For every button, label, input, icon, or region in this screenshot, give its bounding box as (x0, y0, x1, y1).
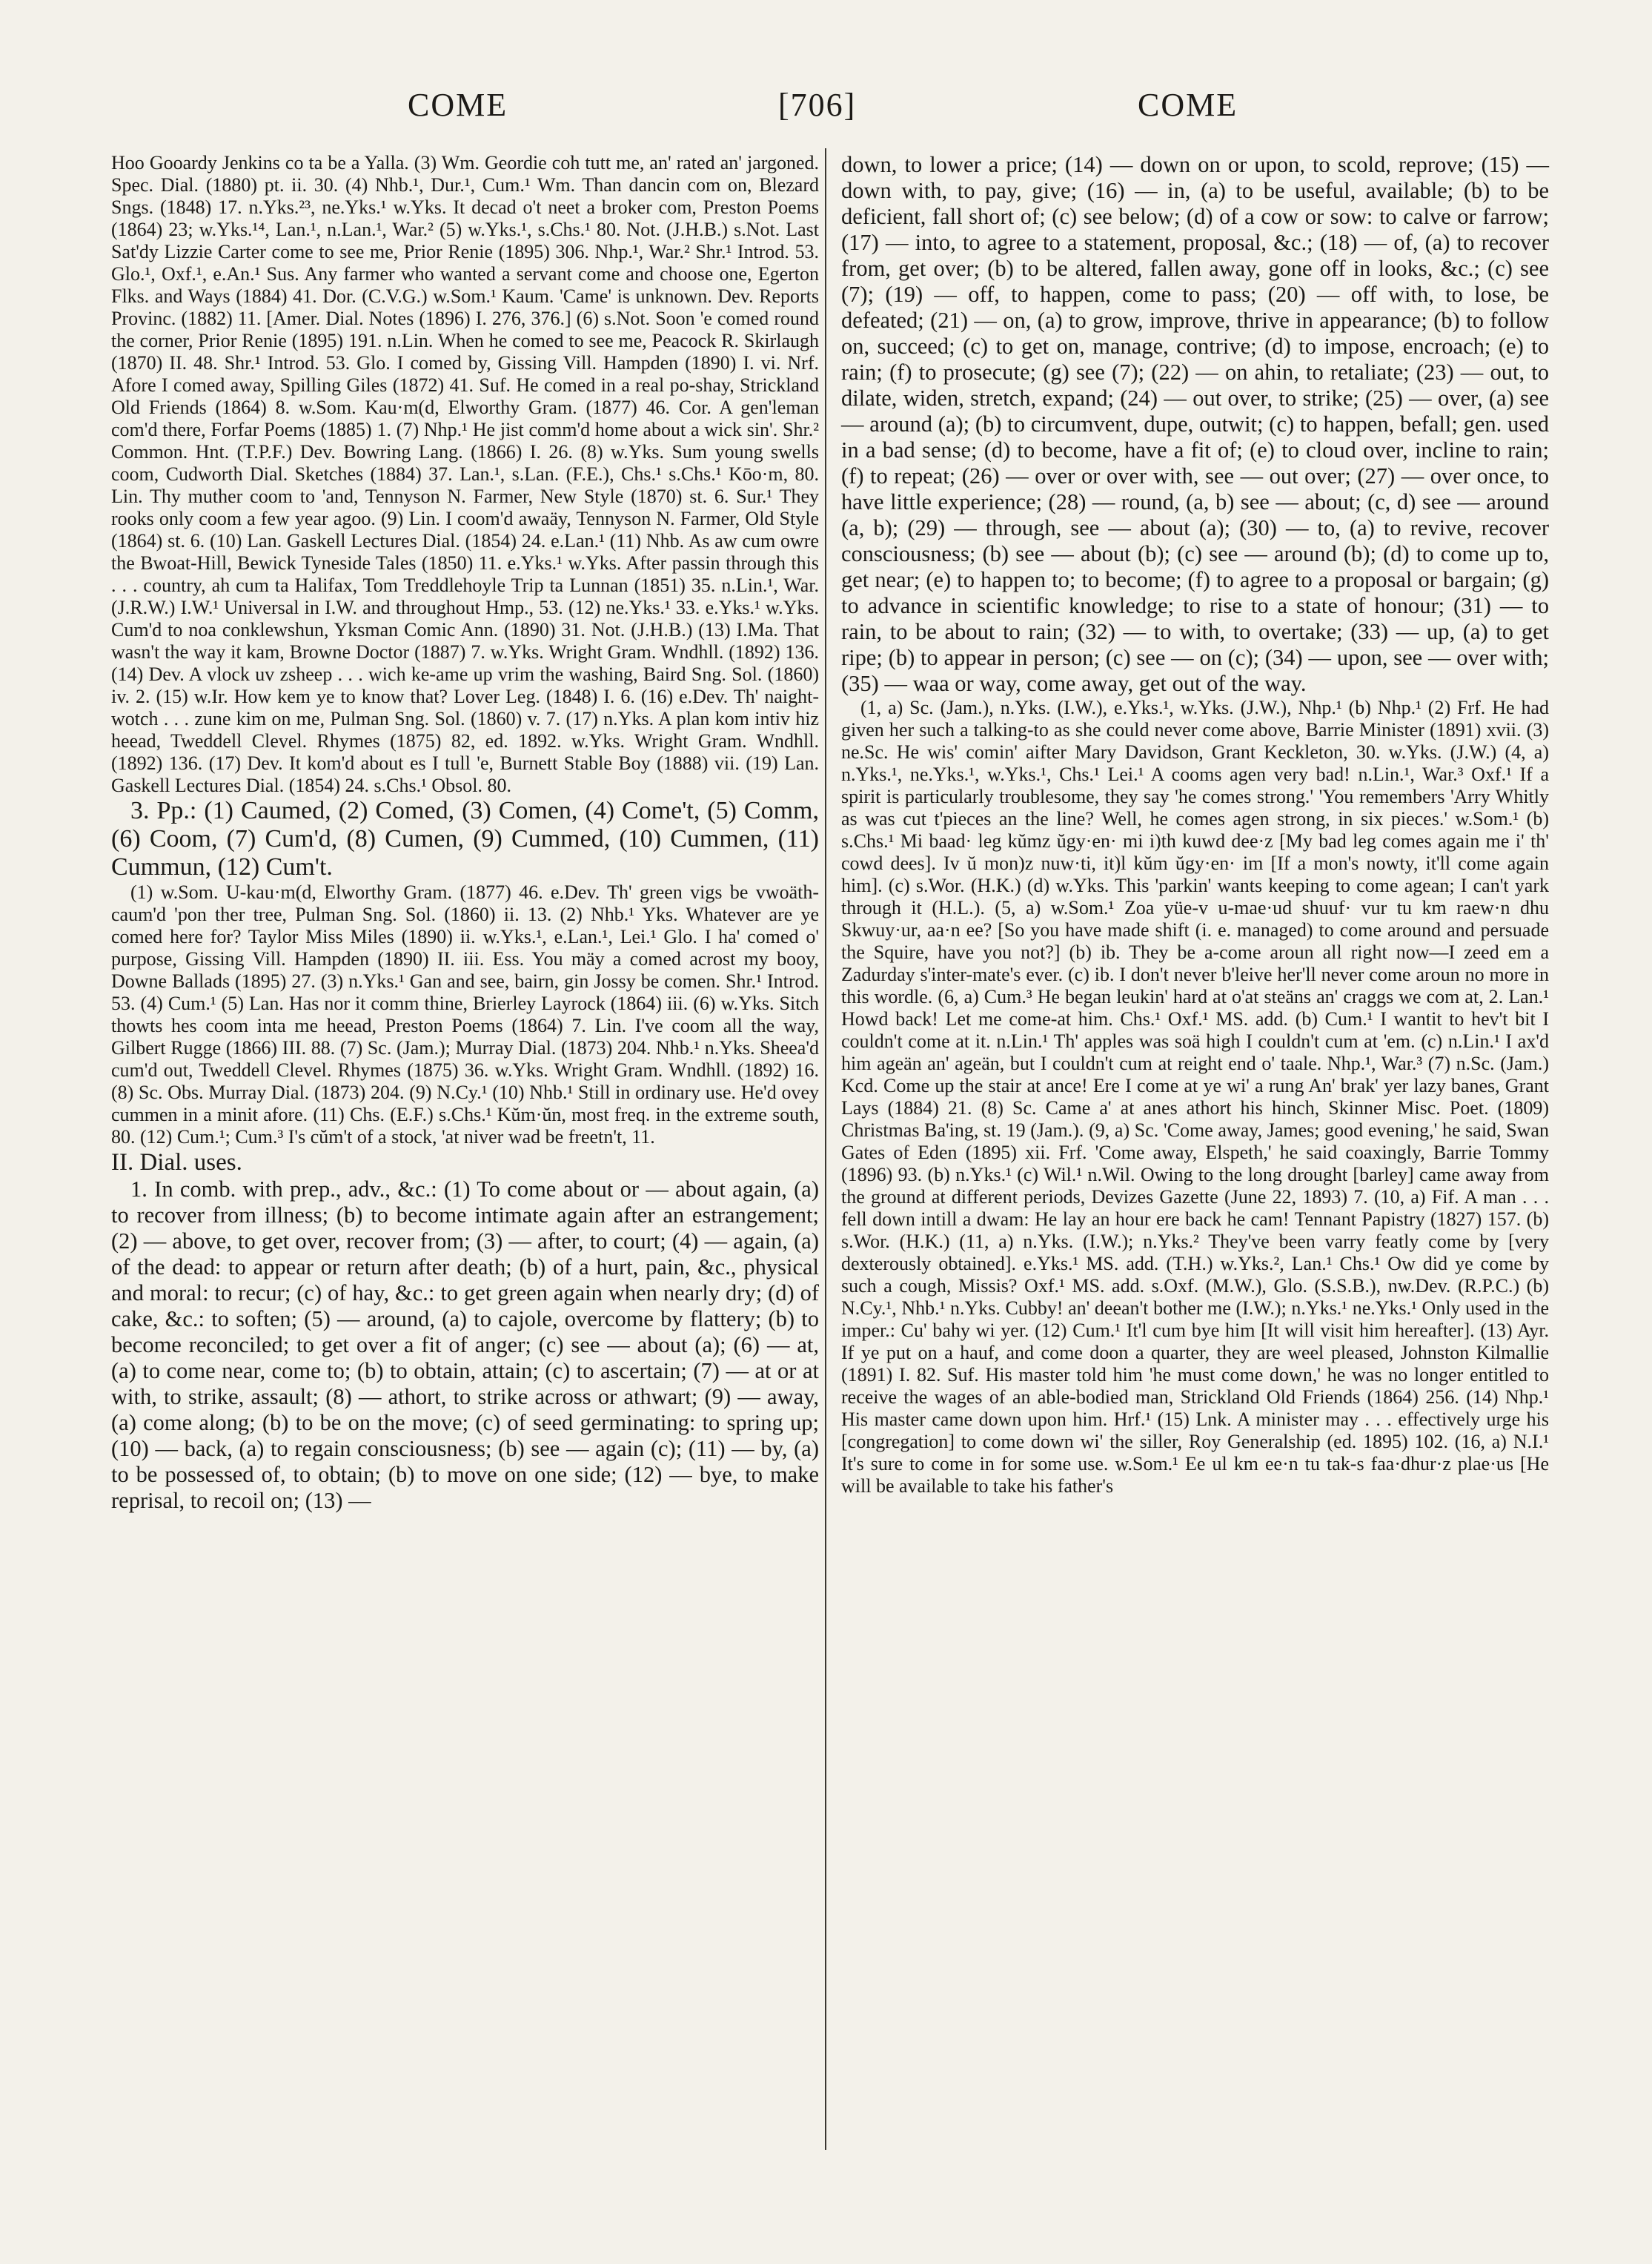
entry-text-block: Hoo Gooardy Jenkins co ta be a Yalla. (3) Wm. Geordie coh tutt me, an' rated an' jargoned. Spec. Dial. (1880) pt. ii. 30. (4) Nhb.¹, Dur.¹, Cum.¹ Wm. Than dancin com on, Blezard Sngs. (1848) 17. n.Yks.²³, ne.Yks.¹ w.Yks. It decad o't neet a broker com, Preston Poems (1864) 23; w.Yks.¹⁴, Lan.¹, n.Lan.¹, War.² (5) w.Yks.¹, s.Chs.¹ 80. Not. (J.H.B.) s.Not. Last Sat'dy Lizzie Carter come to see me, Prior Renie (1895) 306. Nhp.¹, War.² Shr.¹ Introd. 53. Glo.¹, Oxf.¹, e.An.¹ Sus. Any farmer who wanted a servant come and choose one, Egerton Flks. and Ways (1884) 41. Dor. (C.V.G.) w.Som.¹ Kaum. 'Came' is unknown. Dev. Reports Provinc. (1882) 11. [Amer. Dial. Notes (1896) I. 276, 376.] (6) s.Not. Soon 'e comed round the corner, Prior Renie (1895) 191. n.Lin. When he comed to see me, Peacock R. Skirlaugh (1870) II. 48. Shr.¹ Introd. 53. Glo. I comed by, Gissing Vill. Hampden (1890) I. vi. Nrf. Afore I comed away, Spilling Giles (1872) 41. Suf. He comed in a real po-shay, Strickland Old Friends (1864) 8. w.Som. Kau·m(d, Elworthy Gram. (1877) 46. Cor. A gen'leman com'd there, Forfar Poems (1885) 1. (7) Nhp.¹ He jist comm'd home about a wick sin'. Shr.² Common. Hnt. (T.P.F.) Dev. Bowring Lang. (1866) I. 26. (8) w.Yks. Sum young swells coom, Cudworth Dial. Sketches (1884) 37. Lan.¹, s.Lan. (F.E.), Chs.¹ s.Chs.¹ Kōo·m, 80. Lin. Thy muther coom to 'and, Tennyson N. Farmer, New Style (1870) st. 6. Sur.¹ They rooks only coom a few year agoo. (9) Lin. I coom'd awaäy, Tennyson N. Farmer, Old Style (1864) st. 6. (10) Lan. Gaskell Lectures Dial. (1854) 24. e.Lan.¹ (11) Nhb. As aw cum owre the Bwoat-Hill, Bewick Tyneside Tales (1850) 11. e.Yks.¹ w.Yks. After passin through this . . . country, ah cum ta Halifax, Tom Treddlehoyle Trip ta Lunnan (1851) 35. n.Lin.¹, War. (J.R.W.) I.W.¹ Universal in I.W. and throughout Hmp., 53. (12) ne.Yks.¹ 33. e.Yks.¹ w.Yks. Cum'd to noa conklewshun, Yksman Comic Ann. (1890) 31. Not. (J.H.B.) (13) I.Ma. That wasn't the way it kam, Browne Doctor (1887) 7. w.Yks. Wright Gram. Wndhll. (1892) 136. (14) Dev. A vlock uv zsheep . . . wich ke-ame up vrim the washing, Baird Sng. Sol. (1860) iv. 2. (15) w.Ir. How kem ye to know that? Lover Leg. (1848) I. 6. (16) e.Dev. Th' naight-wotch . . . zune kim on me, Pulman Sng. Sol. (1860) v. 7. (17) n.Yks. A plan kom intiv hiz heead, Tweddell Clevel. Rhymes (1875) 82, ed. 1892. w.Yks. Wright Gram. Wndhll. (1892) 136. (17) Dev. It kom'd about es I tull 'e, Burnett Stable Boy (1888) vii. (19) Lan. Gaskell Lectures Dial. (1854) 24. s.Chs.¹ Obsol. 80. (111, 152, 819, 796)
column-divider (825, 148, 826, 2150)
entry-definition-block: 1. In comb. with prep., adv., &c.: (1) To come about or — about again, (a) to recover from illness; (b) to become intimate again after an estrangement; (2) — above, to get over, recover from; (3) — after, to court; (4) — again, (a) of the dead: to appear or return after death; (b) of a hurt, pain, &c., physical and moral: to recur; (c) of hay, &c.: to get green again when nearly dry; (d) of cake, &c.: to soften; (5) — around, (a) to cajole, overcome by flattery; (b) to become reconciled; to get over a fit of anger; (c) see — about (a); (6) — at, (a) to come near, come to; (b) to obtain, attain; (c) to ascertain; (7) — at or at with, to strike, assault; (8) — athort, to strike across or athwart; (9) — away, (a) come along; (b) to be on the move; (c) of seed germinating: to spring up; (10) — back, (a) to regain consciousness; (b) see — again (c); (11) — by, (a) to be possessed of, to obtain; (b) to move on one side; (12) — bye, to make reprisal, to recoil on; (13) — (111, 1176, 819, 1513)
running-header (0, 80, 1652, 132)
section-heading-dial-uses: II. Dial. uses. (111, 1149, 242, 1176)
header-left-word: COME (408, 87, 508, 123)
left-column (111, 152, 819, 1514)
entry-text-block: (1, a) Sc. (Jam.), n.Yks. (I.W.), e.Yks.¹, w.Yks. (J.W.), Nhp.¹ (b) Nhp.¹ (2) Frf. He had given her such a talking-to as she could never come above, Barrie Minister (1891) xvii. (3) ne.Sc. He wis' comin' aifter Mary Davidson, Grant Keckleton, 30. w.Yks. (J.W.) (4, a) n.Yks.¹, ne.Yks.¹, w.Yks.¹, Chs.¹ Lei.¹ A cooms agen very bad! n.Lin.¹, War.³ Oxf.¹ If a spirit is particularly troublesome, they say 'he comes strong.' 'You remembers 'Arry Whitly as was cut t'pieces an the line? Well, he comes agen strong, in six pieces.' w.Som.¹ (b) s.Chs.¹ Mi baad· leg kŭmz ŭgy·en· mi i)th kuwd dee·z [My bad leg comes again me i' th' cowd dees]. Iv ŭ mon)z nuw·ti, it)l kŭm ŭgy·en· im [If a mon's nowty, it'll come again him]. (c) s.Wor. (H.K.) (d) w.Yks. This 'parkin' wants keeping to come agean; I can't yark through it (H.L.). (5, a) w.Som.¹ Zoa yüe-v u-mae·ud shuuf· vur tu km raew·n dhu Skwuy·ur, aa·n ee? [So you have made shift (i. e. managed) to come around and persuade the Squire, have you not?] (b) ib. They be a-come aroun all right now—I zeed em a Zadurday s'inter-mate's ever. (c) ib. I don't never b'leive her'll never come aroun no more in this wordle. (6, a) Cum.³ He began leukin' hard at o'at steäns an' craggs we com at, 2. Lan.¹ Howd back! Let me come-at him. Chs.¹ Oxf.¹ MS. add. (b) Cum.¹ I wantit to hev't bit I couldn't come at it. n.Lin.¹ Th' apples was soä high I couldn't cum at 'em. (c) n.Lin.¹ I ax'd him ageän an' ageän, but I couldn't cum at reight end o' taale. Nhp.¹, War.³ (7) n.Sc. (Jam.) Kcd. Come up the stair at ance! Ere I come at ye wi' a rung An' brak' yer lazy banes, Grant Lays (1884) 21. (8) Sc. Came a' at anes athort his hinch, Skinner Misc. Poet. (1809) Christmas Ba'ing, st. 19 (Jam.). (9, a) Sc. 'Come away, James; good evening,' he said, Swan Gates of Eden (1895) xii. Frf. 'Come away, Elspeth,' he said coaxingly, Barrie Tommy (1896) 93. (b) n.Yks.¹ (c) Wil.¹ n.Wil. Owing to the long drought [barley] came away from the ground at different periods, Devizes Gazette (June 22, 1893) 7. (10, a) Fif. A man . . . fell down intill a dwam: He lay an hour ere back he cam! Tennant Papistry (1827) 157. (b) s.Wor. (H.K.) (11, a) n.Yks. (I.W.); n.Yks.² They've been varry featly come by [very dexterously obtained]. e.Yks.¹ MS. add. (T.H.) w.Yks.², Lan.¹ Chs.¹ Ow did ye come by such a cough, Missis? Oxf.¹ MS. add. s.Oxf. (M.W.), Glo. (S.S.B.), nw.Dev. (R.P.C.) (b) N.Cy.¹, Nhb.¹ n.Yks. Cubby! an' deean't bother me (I.W.); n.Yks.¹ ne.Yks.¹ Only used in the imper.: Cu' bahy wi yer. (12) Cum.¹ It'l cum bye him [It will visit him hereafter]. (13) Ayr. If ye put on a hauf, and come doon a quarter, they are weel pleased, Johnston Kilmallie (1891) I. 82. Suf. His master told him 'he must come down,' he was no longer entitled to receive the wages of an able-bodied man, Strickland Old Friends (1864) 256. (14) Nhp.¹ His master came down upon him. Hrf.¹ (15) Lnk. A minister may . . . effectively urge his [congregation] to come down wi' the siller, Roy Generalship (ed. 1895) 102. (16, a) N.I.¹ It's sure to come in for some use. w.Som.¹ Ee ul km ee·n tu tak-s faa·dhur·z plae·us [He will be available to take his father's (841, 697, 1549, 1497)
header-right-word: COME (1138, 87, 1238, 123)
right-column (841, 152, 1549, 1497)
entry-text-block: (1) w.Som. U-kau·m(d, Elworthy Gram. (1877) 46. e.Dev. Th' green vigs be vwoäth-caum'd 'pon ther tree, Pulman Sng. Sol. (1860) ii. 13. (2) Nhb.¹ Yks. Whatever are ye comed here for? Taylor Miss Miles (1890) ii. w.Yks.¹, e.Lan.¹, Lei.¹ Glo. I ha' comed o' purpose, Gissing Vill. Hampden (1890) II. iii. Ess. You mäy a comed acrost my booy, Downe Ballads (1895) 27. (3) n.Yks.¹ Gan and see, bairn, gin Jossy be comen. Shr.¹ Introd. 53. (4) Cum.¹ (5) Lan. Has nor it comm thine, Brierley Layrock (1864) iii. (6) w.Yks. Sitch thowts hes coom inta me heead, Preston Poems (1864) 7. Lin. I've coom all the way, Gilbert Rugge (1866) III. 88. (7) Sc. (Jam.); Murray Dial. (1873) 204. Nhb.¹ n.Yks. Sheea'd cum'd out, Tweddell Clevel. Rhymes (1875) 36. w.Yks. Wright Gram. Wndhll. (1892) 16. (8) Sc. Obs. Murray Dial. (1873) 204. (9) N.Cy.¹ (10) Nhb.¹ Still in ordinary use. He'd ovey cummen in a minit afore. (11) Chs. (E.F.) s.Chs.¹ Kŭm·ŭn, most freq. in the extreme south, 80. (12) Cum.¹; Cum.³ I's cŭm't of a stock, 'at niver wad be freetn't, 11. (111, 881, 819, 1148)
section-heading-participles: 3. Pp.: (1) Caumed, (2) Comed, (3) Comen, (4) Come't, (5) Comm, (6) Coom, (7) Cum'd, (8) Cumen, (9) Cummed, (10) Cummen, (11) Cummun, (12) Cum't. (111, 797, 819, 881)
entry-definition-block: down, to lower a price; (14) — down on or upon, to scold, reprove; (15) — down with, to pay, give; (16) — in, (a) to be useful, available; (b) to be deficient, fall short of; (c) see below; (d) of a cow or sow: to calve or farrow; (17) — into, to agree to a statement, proposal, &c.; (18) — of, (a) to recover from, get over; (b) to be altered, fallen away, gone off in looks, &c.; (c) see (7); (19) — off, to happen, come to pass; (20) — off with, to lose, be defeated; (21) — on, (a) to grow, improve, thrive in appearance; (b) to follow on, succeed; (c) to get on, manage, contrive; (d) to impose, encroach; (e) to rain; (f) to prosecute; (g) see (7); (22) — on ahin, to retaliate; (23) — out, to dilate, widen, stretch, expand; (24) — out over, to strike; (25) — over, (a) see — around (a); (b) to circumvent, dupe, outwit; (c) to happen, befall; gen. used in a bad sense; (d) to become, have a fit of; (e) to cloud over, incline to rain; (f) to repeat; (26) — over or over with, see — out over; (27) — over once, to have little experience; (28) — round, (a, b) see — about; (c, d) see — around (a, b); (29) — through, see — about (a); (30) — to, (a) to revive, recover consciousness; (b) see — about (b); (c) see — around (b); (d) to come up to, get near; (e) to happen to; to become; (f) to agree to a proposal or bargain; (g) to advance in scientific knowledge; to rise to a state of honour; (31) — to rain, to be about to rain; (32) — to with, to overtake; (33) — up, (a) to get ripe; (b) to appear in person; (c) see — on (c); (34) — upon, see — over with; (35) — waa or way, come away, get out of the way. (841, 152, 1549, 696)
page-number: [706] (778, 87, 857, 123)
